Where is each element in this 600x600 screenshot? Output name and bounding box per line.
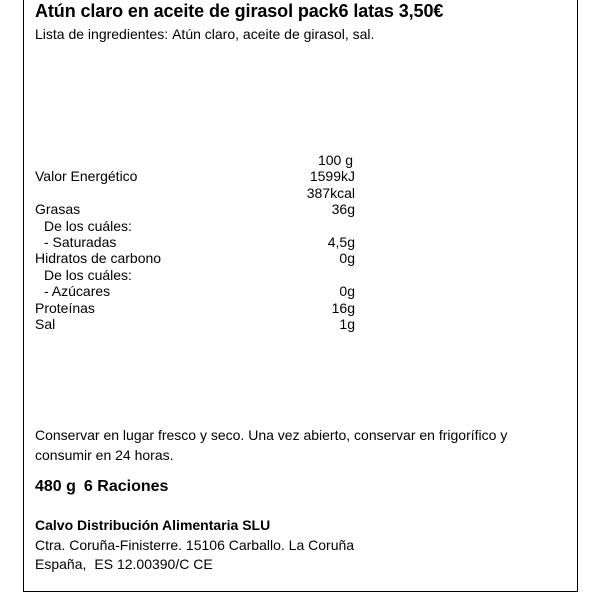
ingredients-line <box>35 26 374 42</box>
nutrient-label: Sal <box>35 315 56 332</box>
nutrient-label: Grasas <box>35 201 81 218</box>
nutrient-amount: 0g <box>339 283 355 300</box>
nutrition-row-sugars <box>35 283 355 299</box>
nutrition-row-energy-kcal <box>35 185 355 201</box>
nutrition-row-energy-kj <box>35 168 355 184</box>
nutrient-label: - Azúcares <box>44 283 111 300</box>
nutrition-row-saturated <box>35 234 355 250</box>
storage-instructions: Conservar en lugar fresco y seco. Una vez abierto, conservar en frigorífico y consumir en 24 horas. <box>35 427 508 463</box>
company-country: España, <box>35 556 87 572</box>
ingredients-label: Lista de ingredientes: <box>35 26 169 42</box>
nutrient-label: De los cuáles: <box>44 217 132 234</box>
nutrient-label: Valor Energético <box>35 168 138 185</box>
company-registry-line <box>35 556 213 572</box>
nutrition-row-fat <box>35 201 355 217</box>
health-registry-number: ES 12.00390/C CE <box>94 556 213 572</box>
nutrition-row-carbs-of-which <box>35 267 355 283</box>
nutrient-label: Proteínas <box>35 299 95 316</box>
nutrition-table <box>35 152 355 332</box>
nutrient-label: - Saturadas <box>44 233 117 250</box>
nutrient-amount: 4,5g <box>327 233 355 250</box>
company-name: Calvo Distribución Alimentaria SLU <box>35 517 271 533</box>
product-title: Atún claro en aceite de girasol pack6 latas 3,50€ <box>35 1 444 21</box>
nutrient-amount: 1599kJ <box>309 168 355 185</box>
nutrition-row-fat-of-which <box>35 218 355 234</box>
ingredients-value: Atún claro, aceite de girasol, sal. <box>172 26 375 42</box>
nutrient-amount: 0g <box>339 250 355 267</box>
package-size <box>35 478 168 496</box>
nutrient-label: De los cuáles: <box>44 266 132 283</box>
company-address: Ctra. Coruña-Finisterre. 15106 Carballo. La Coruña <box>35 537 355 553</box>
nutrition-header-row <box>35 152 355 168</box>
nutrient-amount: 36g <box>331 201 355 218</box>
per-100g-header: 100 g <box>317 152 353 168</box>
nutrient-amount: 16g <box>331 299 355 316</box>
servings-count: 6 Raciones <box>83 478 169 495</box>
nutrient-amount: 387kcal <box>306 184 355 201</box>
nutrient-label: Hidratos de carbono <box>35 250 162 267</box>
nutrition-row-carbs <box>35 250 355 266</box>
net-weight: 480 g <box>35 478 76 495</box>
nutrient-amount: 1g <box>339 315 355 332</box>
nutrition-row-salt <box>35 316 355 332</box>
nutrition-row-protein <box>35 300 355 316</box>
